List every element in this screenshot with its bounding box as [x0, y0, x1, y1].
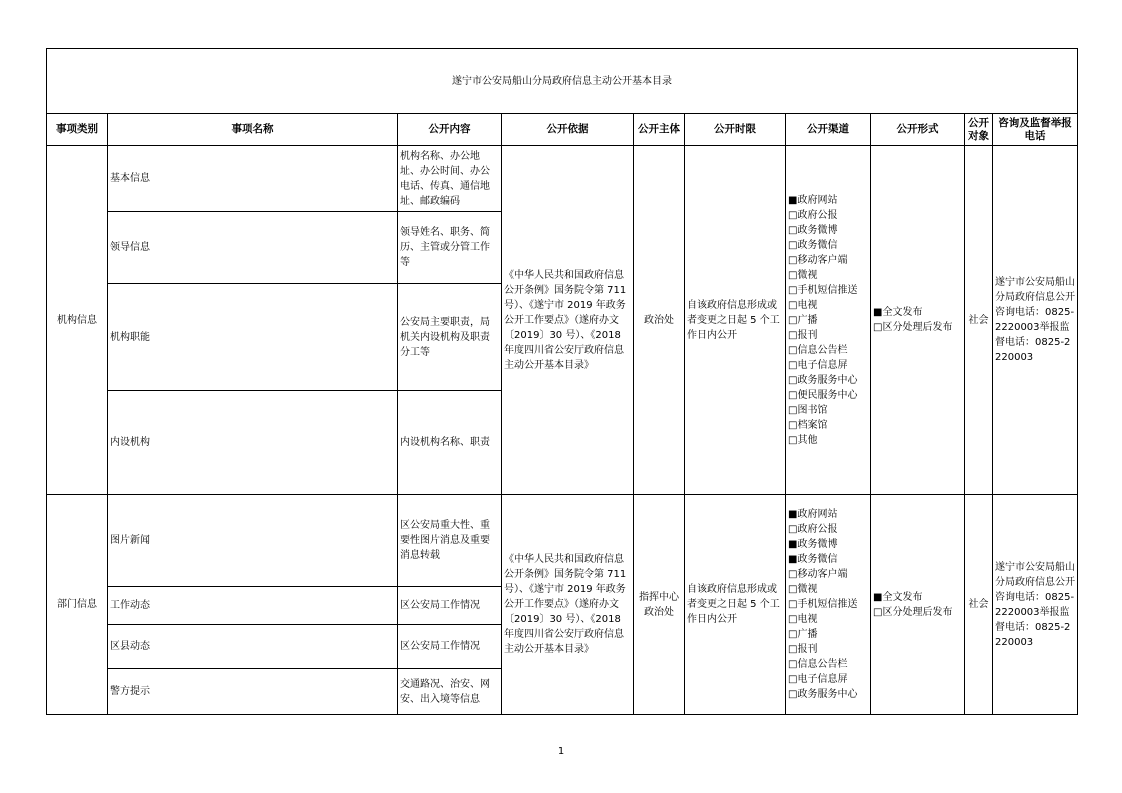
channel-option: ■政府网站 — [788, 194, 838, 206]
channel-option: □政务微信 — [788, 239, 838, 251]
channel-option: □政务服务中心 — [788, 689, 858, 700]
item-content-cell: 内设机构名称、职责 — [398, 391, 502, 495]
channel-option: □广播 — [788, 314, 818, 326]
item-name-cell: 机构职能 — [108, 284, 398, 391]
form-cell — [871, 495, 965, 715]
header-item-name: 事项名称 — [108, 114, 398, 146]
header-contact: 咨询及监督举报电话 — [993, 114, 1078, 146]
item-name-cell: 内设机构 — [108, 391, 398, 495]
header-form: 公开形式 — [871, 114, 965, 146]
form-option: ■全文发布 — [873, 591, 923, 603]
time-limit-cell: 自该政府信息形成或者变更之日起 5 个工作日内公开 — [685, 495, 786, 715]
form-option: □区分处理后发布 — [873, 322, 953, 333]
channel-option: □档案馆 — [788, 419, 828, 431]
header-audience: 公开对象 — [965, 114, 993, 146]
subject-cell: 指挥中心政治处 — [634, 495, 685, 715]
item-content-cell: 区公安局工作情况 — [398, 625, 502, 669]
channel-option: □电子信息屏 — [788, 359, 848, 371]
form-option: □区分处理后发布 — [873, 606, 953, 618]
channel-option: □微视 — [788, 269, 818, 281]
channel-option: □信息公告栏 — [788, 344, 848, 356]
channel-option: □电视 — [788, 614, 818, 625]
channel-option: □微视 — [788, 584, 818, 595]
channel-option: ■政务微信 — [788, 554, 838, 565]
item-content-cell: 机构名称、办公地址、办公时间、办公电话、传真、通信地址、邮政编码 — [398, 146, 502, 212]
channel-option: □移动客户端 — [788, 254, 848, 266]
channel-option: □信息公告栏 — [788, 659, 848, 670]
channel-option: □政务服务中心 — [788, 374, 858, 386]
channel-option: □政府公报 — [788, 524, 838, 535]
channel-option: □政务微博 — [788, 224, 838, 236]
page-number: 1 — [557, 746, 565, 757]
channel-option: □手机短信推送 — [788, 599, 858, 610]
time-limit-cell: 自该政府信息形成或者变更之日起 5 个工作日内公开 — [685, 146, 786, 495]
channel-option: □图书馆 — [788, 404, 828, 416]
channel-option: □其他 — [788, 434, 818, 446]
header-row — [47, 114, 1078, 146]
audience-cell: 社会 — [965, 146, 993, 495]
channel-option: □电子信息屏 — [788, 674, 848, 685]
item-content-cell: 区公安局重大性、重要性图片消息及重要消息转载 — [398, 495, 502, 587]
form-option: ■全文发布 — [873, 307, 923, 318]
channel-option: □便民服务中心 — [788, 389, 858, 401]
channel-option: ■政府网站 — [788, 509, 838, 520]
channel-option: □广播 — [788, 629, 818, 640]
contact-cell: 遂宁市公安局船山分局政府信息公开咨询电话：0825-2220003举报监督电话：0825-2220003 — [993, 146, 1078, 495]
table-row — [47, 146, 1078, 212]
item-content-cell: 交通路况、治安、网安、出入境等信息 — [398, 669, 502, 715]
channels-cell — [786, 495, 871, 715]
item-name-cell: 图片新闻 — [108, 495, 398, 587]
channel-option: ■政务微博 — [788, 539, 838, 550]
basis-cell: 《中华人民共和国政府信息公开条例》国务院令第 711 号）、《遂宁市 2019 年政务公开工作要点》（遂府办文〔2019〕30 号）、《2018 年度四川省公安厅政府信息主动公开基本目录》 — [502, 495, 634, 715]
channel-option: □移动客户端 — [788, 569, 848, 580]
contact-cell: 遂宁市公安局船山分局政府信息公开咨询电话：0825-2220003举报监督电话：0825-2220003 — [993, 495, 1078, 715]
header-content: 公开内容 — [398, 114, 502, 146]
channel-option: □政府公报 — [788, 209, 838, 221]
category-cell: 部门信息 — [47, 495, 108, 715]
form-cell — [871, 146, 965, 495]
item-content-cell: 公安局主要职责，局机关内设机构及职责分工等 — [398, 284, 502, 391]
directory-table — [46, 48, 1078, 715]
subject-cell: 政治处 — [634, 146, 685, 495]
item-name-cell: 区县动态 — [108, 625, 398, 669]
header-subject: 公开主体 — [634, 114, 685, 146]
header-channels: 公开渠道 — [786, 114, 871, 146]
category-cell: 机构信息 — [47, 146, 108, 495]
item-content-cell: 区公安局工作情况 — [398, 587, 502, 625]
item-content-cell: 领导姓名、职务、简历、主管或分管工作等 — [398, 212, 502, 284]
header-category: 事项类别 — [47, 114, 108, 146]
channel-option: □报刊 — [788, 329, 818, 341]
table-row — [47, 495, 1078, 587]
basis-cell: 《中华人民共和国政府信息公开条例》国务院令第 711 号）、《遂宁市 2019 年政务公开工作要点》（遂府办文〔2019〕30 号）、《2018 年度四川省公安厅政府信息主动公开基本目录》 — [502, 146, 634, 495]
header-basis: 公开依据 — [502, 114, 634, 146]
channels-cell — [786, 146, 871, 495]
audience-cell: 社会 — [965, 495, 993, 715]
channel-option: □手机短信推送 — [788, 284, 858, 296]
header-time-limit: 公开时限 — [685, 114, 786, 146]
item-name-cell: 基本信息 — [108, 146, 398, 212]
item-name-cell: 工作动态 — [108, 587, 398, 625]
channel-option: □电视 — [788, 299, 818, 311]
item-name-cell: 领导信息 — [108, 212, 398, 284]
item-name-cell: 警方提示 — [108, 669, 398, 715]
page-title: 遂宁市公安局船山分局政府信息主动公开基本目录 — [47, 49, 1078, 114]
channel-option: □报刊 — [788, 644, 818, 655]
